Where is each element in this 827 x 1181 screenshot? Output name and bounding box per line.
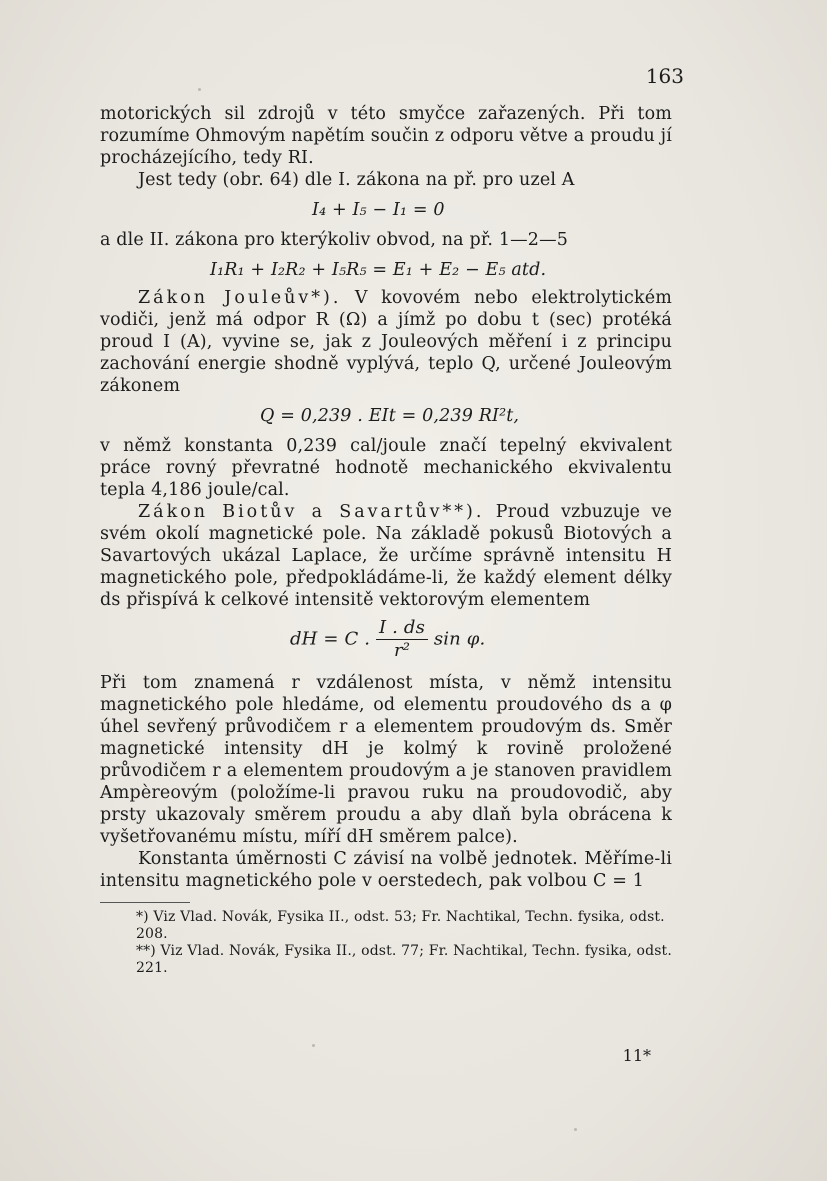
footnote-1: *) Viz Vlad. Novák, Fysika II., odst. 53; Fr. Nachtikal, Techn. fysika, odst. 208.	[136, 909, 665, 942]
equation-joule-heat: Q = 0,239 . EIt = 0,239 RI²t,	[260, 406, 520, 426]
joule-law-body: V kovovém nebo elektrolytickém vodiči, jenž má odpor R (Ω) a jímž po dobu t (sec) protéká proud I (A), vyvine se, jak z Jouleových měření i z principu zachování energie shodně vyplývá, teplo Q, určené Jouleovým zákonem	[100, 288, 672, 396]
paragraph-continuation: motorických sil zdrojů v této smyčce zařazených. Při tom rozumíme Ohmovým napětím součin z odporu větve a proudu jí procházejícího, tedy RI.	[100, 104, 672, 168]
paragraph-loop-law: a dle II. zákona pro kterýkoliv obvod, na př. 1—2—5	[100, 230, 568, 250]
signature-mark: 11*	[622, 1046, 651, 1065]
fraction-numerator: I . ds	[376, 617, 428, 640]
equation-loop-voltages: I₁R₁ + I₂R₂ + I₅R₅ = E₁ + E₂ − E₅ atd.	[210, 260, 547, 280]
equation-rhs: sin φ.	[433, 628, 486, 650]
body-text	[100, 103, 672, 977]
equation-lhs: dH = C .	[290, 628, 371, 650]
paragraph-joule-law	[100, 287, 672, 397]
paper-speck	[198, 88, 201, 91]
paragraph-proportionality-constant: Konstanta úměrnosti C závisí na volbě jednotek. Měříme-li intensitu magnetického pole v oerstedech, pak volbou C = 1	[100, 849, 672, 891]
paragraph-node-law: Jest tedy (obr. 64) dle I. zákona na př. pro uzel A	[138, 170, 575, 190]
paper-speck	[574, 1128, 577, 1131]
paragraph-ampere-rule: Při tom znamená r vzdálenost místa, v němž intensitu magnetického pole hledáme, od elementu proudového ds a φ úhel sevřený průvodičem r a elementem proudovým ds. Směr magnetické intensity dH je kolmý k rovině proložené průvodičem r a elementem proudovým a je stanoven pravidlem Ampèreovým (položíme-li pravou ruku na proudovodič, aby prsty ukazovaly směrem proudu a aby dlaň byla obrácena k vyšetřovanému místu, míří dH směrem palce).	[100, 673, 672, 847]
paragraph-biot-savart-law	[100, 501, 672, 611]
equation-biot-savart	[100, 611, 672, 672]
biot-savart-body: Proud vzbuzuje ve svém okolí magnetické pole. Na základě pokusů Biotových a Savartových ukázal Laplace, že určíme správně intensitu H magnetického pole, předpokládáme-li, že každý element délky ds přispívá k celkové intensitě vektorovým elementem	[100, 502, 673, 610]
joule-law-heading: Zákon Jouleův*).	[138, 288, 342, 308]
paper-speck	[312, 1044, 315, 1047]
equation-fraction	[376, 617, 428, 662]
fraction-denominator: r²	[393, 640, 411, 661]
footnote-2: **) Viz Vlad. Novák, Fysika II., odst. 77; Fr. Nachtikal, Techn. fysika, odst. 221.	[136, 943, 672, 976]
page-number: 163	[645, 64, 684, 88]
equation-node-currents: I₄ + I₅ − I₁ = 0	[312, 200, 445, 220]
biot-savart-heading: Zákon Biotův a Savartův**).	[138, 502, 485, 522]
paragraph-heat-equivalent: v němž konstanta 0,239 cal/joule značí tepelný ekvivalent práce rovný převratné hodnotě mechanického ekvivalentu tepla 4,186 joule/cal.	[100, 436, 672, 500]
footnote-rule	[100, 902, 190, 903]
